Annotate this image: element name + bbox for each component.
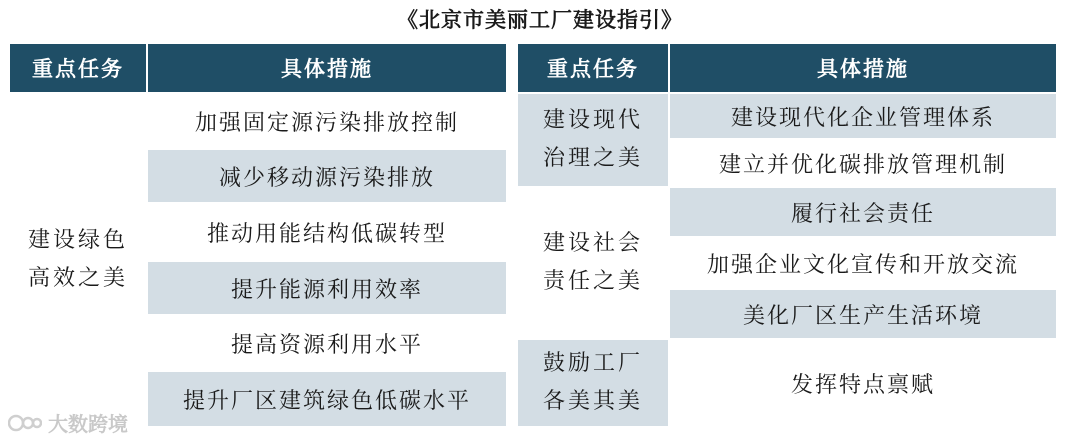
right-task-2-line2: 责任之美: [542, 269, 643, 294]
right-task-cell-1: [518, 94, 668, 186]
watermark-text: 大数跨境: [48, 412, 128, 436]
watermark-logo-icon: [8, 411, 42, 435]
right-measure-1-1: 建设现代化企业管理体系: [670, 94, 1056, 138]
left-measure-3: 推动用能结构低碳转型: [206, 221, 447, 247]
right-task-cell-2: [518, 188, 668, 338]
left-measure-5: 提高资源利用水平: [230, 332, 423, 358]
left-measure-1: 加强固定源污染排放控制: [194, 110, 459, 136]
right-task-3-line2: 各美其美: [542, 389, 643, 414]
right-task-1-line2: 治理之美: [542, 146, 643, 171]
right-measure-3-1: 发挥特点禀赋: [790, 372, 935, 398]
left-task-line2: 高效之美: [27, 266, 128, 291]
right-task-cell-3: [518, 340, 668, 426]
right-task-2-line1: 建设社会: [542, 231, 643, 256]
right-measure-2-3: 美化厂区生产生活环境: [670, 290, 1056, 338]
right-header-measure: 具体措施: [670, 44, 1056, 92]
right-task-3-line1: 鼓励工厂: [542, 351, 643, 376]
left-task-line1: 建设绿色: [27, 228, 128, 253]
right-measure-2-2: 加强企业文化宣传和开放交流: [706, 252, 1019, 278]
right-header-task: 重点任务: [518, 44, 668, 92]
left-header-measure: 具体措施: [148, 44, 506, 92]
right-task-1-line1: 建设现代: [542, 108, 643, 133]
left-measure-6: 提升厂区建筑绿色低碳水平: [148, 372, 506, 426]
right-measure-1-2: 建立并优化碳排放管理机制: [718, 152, 1007, 178]
left-task-cell: [10, 94, 146, 426]
page-title: 《北京市美丽工厂建设指引》: [397, 7, 683, 32]
right-measure-2-1: 履行社会责任: [670, 188, 1056, 236]
left-measure-4: 提升能源利用效率: [148, 262, 506, 314]
left-header-task: 重点任务: [10, 44, 146, 92]
left-measure-2: 减少移动源污染排放: [148, 150, 506, 202]
watermark: [8, 408, 128, 437]
